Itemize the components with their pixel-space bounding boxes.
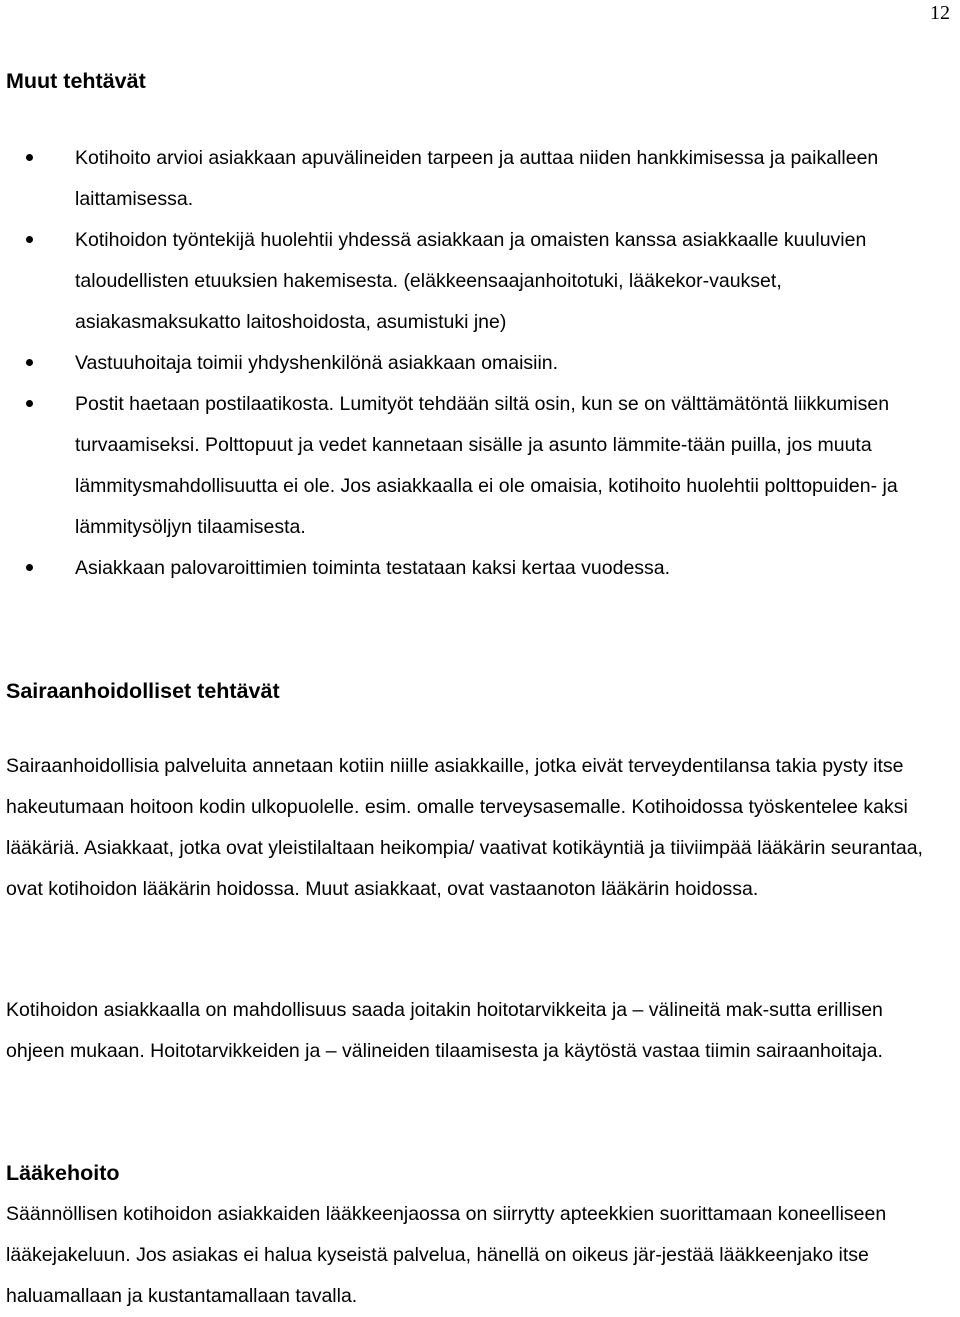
bullet-icon xyxy=(26,564,33,571)
bullet-icon xyxy=(26,400,33,407)
list-item-text: Postit haetaan postilaatikosta. Lumityöt tehdään siltä osin, kun se on välttämätöntä liikkumisen turvaamiseksi. Polttopuut ja vedet kannetaan sisälle ja asunto lämmite-tään puilla, jos muuta lämmitysmahdollisuutta ei ole. Jos asiakkaalla ei ole omaisia, kotihoito huolehtii polttopuiden- ja lämmitysöljyn tilaamisesta. xyxy=(75,393,898,538)
page-number: 12 xyxy=(930,2,950,24)
paragraph: Sairaanhoidollisia palveluita annetaan kotiin niille asiakkaille, jotka eivät terveydentilansa takia pysty itse hakeutumaan hoitoon kodin ulkopuolelle. esim. omalle terveysasemalle. Kotihoidossa työskentelee kaksi lääkäriä. Asiakkaat, jotka ovat yleistilaltaan heikompia/ vaativat kotikäyntiä ja tiiviimpää lääkärin seurantaa, ovat kotihoidon lääkärin hoidossa. Muut asiakkaat, ovat vastaanoton lääkärin hoidossa. xyxy=(6,755,923,900)
bullet-icon xyxy=(26,236,33,243)
bullet-icon xyxy=(26,359,33,366)
list-item xyxy=(6,548,942,589)
list-item-text: Asiakkaan palovaroittimien toiminta testataan kaksi kertaa vuodessa. xyxy=(75,557,671,579)
heading-laakehoito: Lääkehoito xyxy=(6,1161,120,1185)
bullet-icon xyxy=(26,154,33,161)
list-item-text: Kotihoito arvioi asiakkaan apuvälineiden tarpeen ja auttaa niiden hankkimisessa ja paikalleen laittamisessa. xyxy=(75,147,879,210)
list-item xyxy=(6,343,942,384)
list-item xyxy=(6,138,942,220)
paragraph: Säännöllisen kotihoidon asiakkaiden lääkkeenjaossa on siirrytty apteekkien suorittamaan koneelliseen lääkejakeluun. Jos asiakas ei halua kyseistä palvelua, hänellä on oikeus jär-jestää lääkkeenjako itse haluamallaan ja kustantamallaan tavalla. xyxy=(6,1203,887,1307)
list-item xyxy=(6,220,942,343)
list-item-text: Kotihoidon työntekijä huolehtii yhdessä asiakkaan ja omaisten kanssa asiakkaalle kuuluvien taloudellisten etuuksien hakemisesta. (eläkkeensaajanhoitotuki, lääkekor-vaukset, asiakasmaksukatto laitoshoidosta, asumistuki jne) xyxy=(75,229,867,333)
list-item xyxy=(6,384,942,548)
list-item-text: Vastuuhoitaja toimii yhdyshenkilönä asiakkaan omaisiin. xyxy=(75,352,559,374)
bullet-list xyxy=(6,138,942,589)
heading-sairaanhoidolliset-tehtavat: Sairaanhoidolliset tehtävät xyxy=(6,679,280,703)
paragraph: Kotihoidon asiakkaalla on mahdollisuus saada joitakin hoitotarvikkeita ja – välineitä mak-sutta erillisen ohjeen mukaan. Hoitotarvikkeiden ja – välineiden tilaamisesta ja käytöstä vastaa tiimin sairaanhoitaja. xyxy=(6,999,883,1062)
heading-muut-tehtavat: Muut tehtävät xyxy=(6,69,146,93)
